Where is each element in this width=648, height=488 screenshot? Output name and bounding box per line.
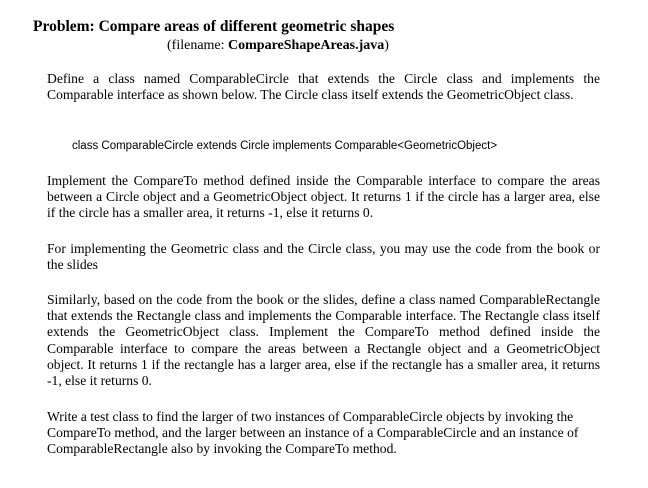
subtitle-prefix: (filename: xyxy=(167,38,229,53)
subtitle-filename: CompareShapeAreas.java xyxy=(228,38,385,53)
paragraph-compareto-circle: Implement the CompareTo method defined inside the Comparable interface to compare the areas between a Circle object and a GeometricObject object. It returns 1 if the circle has a larger area, else if the circle has a smaller area, it returns -1, else it returns 0. xyxy=(47,173,600,221)
paragraph-define-rectangle: Similarly, based on the code from the book or the slides, define a class named ComparableRectangle that extends the Rectangle class and implements the Comparable interface. The Rectangle class itself extends the GeometricObject class. Implement the CompareTo method defined inside the Comparable interface to compare the areas between a Rectangle object and a GeometricObject object. It returns 1 if the rectangle has a larger area, else if the rectangle has a smaller area, it returns -1, else it returns 0. xyxy=(47,292,600,389)
document-subtitle xyxy=(167,37,389,55)
document-title: Problem: Compare areas of different geometric shapes xyxy=(33,18,395,35)
subtitle-suffix: ) xyxy=(384,38,389,53)
paragraph-test-class: Write a test class to find the larger of two instances of ComparableCircle objects by invoking the CompareTo method, and the larger between an instance of a ComparableCircle and an instance of ComparableRectangle also by invoking the CompareTo method. xyxy=(47,409,579,457)
paragraph-implementation-note: For implementing the Geometric class and the Circle class, you may use the code from the book or the slides xyxy=(47,241,600,273)
code-class-declaration: class ComparableCircle extends Circle implements Comparable<GeometricObject> xyxy=(72,140,498,152)
paragraph-define-circle: Define a class named ComparableCircle that extends the Circle class and implements the Comparable interface as shown below. The Circle class itself extends the GeometricObject class. xyxy=(47,71,600,103)
